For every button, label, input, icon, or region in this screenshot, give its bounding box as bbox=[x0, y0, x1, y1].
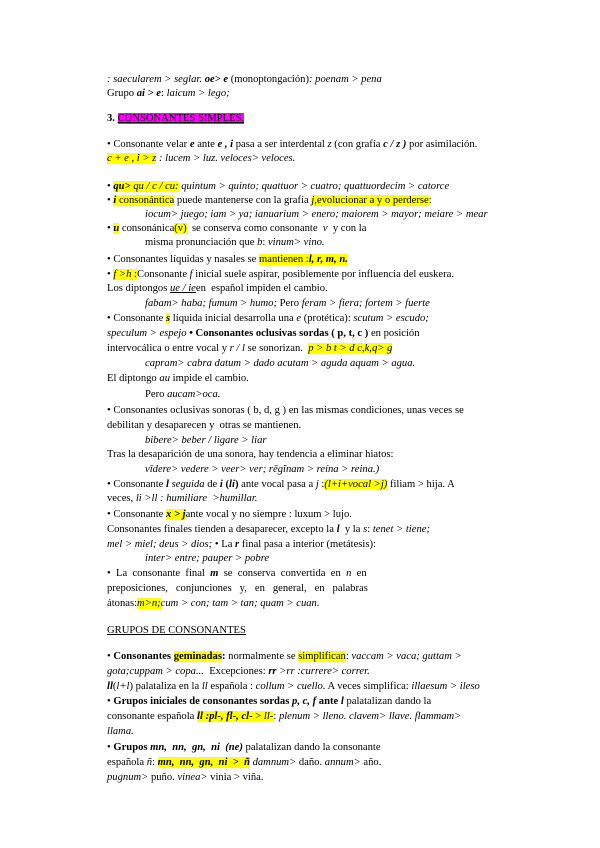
text-line: gota;cuppam > copa... Excepciones: rr >rr :currere> correr. bbox=[107, 666, 370, 677]
text-line: átonas:m>n;cum > con; tam > tan; quam > cuan. bbox=[107, 598, 320, 609]
text-line: preposiciones, conjunciones y, en general, en palabras bbox=[107, 583, 368, 594]
section-heading: GRUPOS DE CONSONANTES bbox=[107, 625, 246, 636]
text-line: • u consonánica(v) se conserva como consonante v y con la bbox=[107, 223, 367, 234]
text-line: • Consonante s líquida inicial desarrolla una e (protética): scutum > escudo; bbox=[107, 313, 429, 324]
text-line: Pero aucam>oca. bbox=[145, 389, 221, 400]
text-line: debilitan y desaparecen y otras se mantienen. bbox=[107, 420, 302, 431]
text-line: capram> cabra datum > dado acutam > aguda aquam > agua. bbox=[145, 358, 416, 369]
text-line: • Consonantes líquidas y nasales se mantienen :l, r, m, n. bbox=[107, 254, 348, 265]
text-line: ll(l+l) palataliza en la ll española : collum > cuello. A veces simplifica: illaesum > ileso bbox=[107, 681, 480, 692]
text-line: • f >h :Consonante f inicial suele aspirar, posiblemente por influencia del euskera. bbox=[107, 269, 455, 280]
text-line: vīdere> vedere > veer> ver; rēgĭnam > reína > reina.) bbox=[145, 464, 380, 475]
text-line: • Grupos iniciales de consonantes sordas p, c, f ante l palatalizan dando la bbox=[107, 696, 432, 707]
text-line: iocum> juego; iam > ya; ianuarium > enero; maiorem > mayor; meiare > mear bbox=[145, 209, 488, 220]
text-line: speculum > espejo • Consonantes oclusivas sordas ( p, t, c ) en posición bbox=[107, 328, 420, 339]
text-line: c + e , i > z : lucem > luz. veloces> veloces. bbox=[107, 153, 296, 164]
text-line: veces, li >ll : humiliare >humillar. bbox=[107, 493, 258, 504]
text-line: • Consonantes oclusivas sonoras ( b, d, g ) en las mismas condiciones, unas veces se bbox=[107, 405, 464, 416]
text-line: bibere> beber / ligare > liar bbox=[145, 435, 267, 446]
section-heading: 3. CONSONANTES SIMPLES. bbox=[107, 113, 245, 124]
text-line: mel > miel; deus > dios; • La r final pasa a interior (metátesis): bbox=[107, 539, 376, 550]
text-line: Tras la desaparición de una sonora, hay tendencia a eliminar hiatos: bbox=[107, 449, 394, 460]
section-title: CONSONANTES SIMPLES. bbox=[117, 113, 245, 124]
text-line: • Consonante velar e ante e , i pasa a ser interdental z (con grafía c / z ) por asimilación. bbox=[107, 139, 478, 150]
text-line: pugnum> puño. vineа> vinia > viña. bbox=[107, 772, 264, 783]
text-line: inter> entre; pauper > pobre bbox=[145, 553, 270, 564]
text-line: El diptongo au impide el cambio. bbox=[107, 373, 249, 384]
text-line: intervocálica o entre vocal y r / l se sonorizan. p > b t > d c,k,q> g bbox=[107, 343, 393, 354]
text-line: consonante española ll :pl-, fl-, cl- > ll-: plenum > lleno. clavem> llave. flammam> bbox=[107, 711, 462, 722]
text-line: • Consonante x > jante vocal y no siempre : luxum > lujo. bbox=[107, 509, 352, 520]
text-line: fabam> haba; fumum > humo; Pero feram > fiera; fortem > fuerte bbox=[145, 298, 430, 309]
text-line: • qu> qu / c / cu: quintum > quinto; quattuor > cuatro; quattuordecim > catorce bbox=[107, 181, 450, 192]
text-line: • Consonante l seguida de i (li) ante vocal pasa a j :(l+i+vocal >j) filiam > hija. A bbox=[107, 479, 455, 490]
text-line: española ñ: mn, nn, gn, ni > ñ damnum> daño. annum> año. bbox=[107, 757, 382, 768]
text-line: • i consonántica puede mantenerse con la grafía j,evolucionar a y o perderse: bbox=[107, 195, 432, 206]
text-line: Grupo ai > e: laicum > lego; bbox=[107, 88, 230, 99]
text-line: • Grupos mn, nn, gn, ni (ne) palatalizan dando la consonante bbox=[107, 742, 381, 753]
text-line: • Consonantes geminadas: normalmente se simplifican: vaccam > vaca; guttam > bbox=[107, 651, 462, 662]
text-line: llama. bbox=[107, 726, 134, 737]
text-line: • La consonante final m se conserva convertida en n en bbox=[107, 568, 367, 579]
text-line: Los diptongos ue / ieen español impiden el cambio. bbox=[107, 283, 328, 294]
text-line: Consonantes finales tienden a desaparecer, excepto la l y la s: tenet > tiene; bbox=[107, 524, 430, 535]
text-line: misma pronunciación que b: vinum> vino. bbox=[145, 237, 325, 248]
text-line: : saecularem > seglar. oe> e (monoptongación): poenam > pena bbox=[107, 74, 382, 85]
